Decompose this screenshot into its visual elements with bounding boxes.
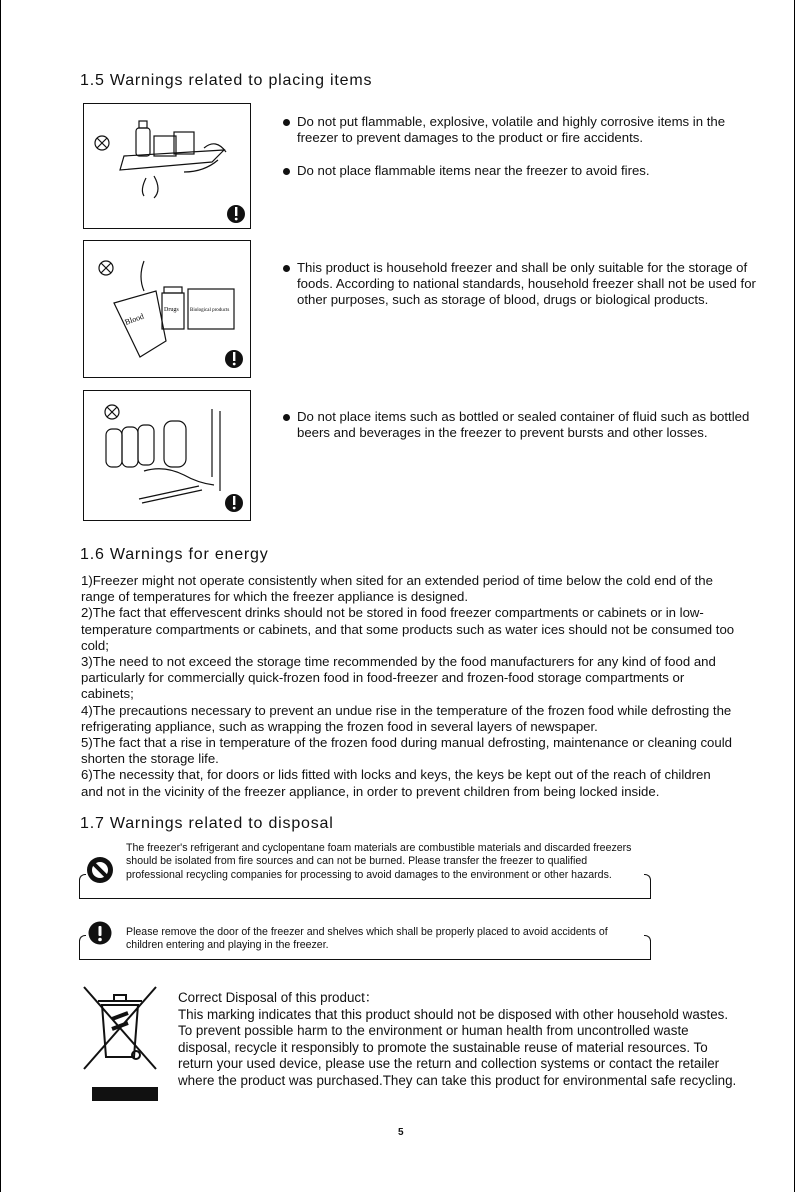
weee-disposal-info — [178, 990, 743, 1090]
bullet-bottled-fluid: Do not place items such as bottled or sealed container of fluid such as bottled beers and beverages in the freezer to prevent bursts and other losses. — [283, 409, 757, 441]
warning-exclamation-icon — [88, 921, 112, 945]
energy-paragraph: 4)The precautions necessary to prevent an undue rise in the temperature of the frozen food while defrosting the refrigerating appliance, such as wrapping the frozen food in several layers of newspaper. — [81, 702, 732, 734]
section-heading-energy: 1.6 Warnings for energy — [80, 546, 269, 563]
illustration-bottled-drinks — [83, 390, 251, 521]
label-drugs: Drugs — [164, 307, 179, 313]
prohibition-icon — [86, 856, 114, 884]
energy-warnings — [81, 573, 736, 800]
energy-paragraph: 6)The necessity that, for doors or lids fitted with locks and keys, the keys be kept out of the reach of children and not in the vicinity of the freezer appliance, in order to prevent children from being locked inside. — [81, 767, 711, 799]
illustration-flammable-items — [83, 103, 251, 229]
illustration-blood-drugs — [83, 240, 251, 378]
bullet-household-use: This product is household freezer and shall be only suitable for the storage of foods. According to national standards, household freezer shall not be used for other purposes, such as storage of blood, drugs or biological products. — [283, 260, 757, 308]
energy-paragraph: 1)Freezer might not operate consistently when sited for an extended period of time below the cold end of the range of temperatures for which the freezer appliance is designed. — [81, 573, 713, 605]
section-heading-disposal: 1.7 Warnings related to disposal — [80, 815, 334, 832]
crossed-out-bin-icon — [80, 983, 162, 1103]
disposal-warning-children: Please remove the door of the freezer and shelves which shall be properly placed to avoid accidents of children entering and playing in the freezer. — [126, 926, 608, 952]
bullet-near-freezer: Do not place flammable items near the freezer to avoid fires. — [283, 163, 757, 179]
energy-paragraph: 3)The need to not exceed the storage time recommended by the food manufacturers for any kind of food and particularly for commercially quick-frozen food in food-freezer and frozen-food storage compartments or cabinets; — [81, 654, 716, 702]
energy-paragraph: 5)The fact that a rise in temperature of the frozen food during manual defrosting, maintenance or cleaning could shorten the storage life. — [81, 735, 732, 767]
bullet-flammable: Do not put flammable, explosive, volatile and highly corrosive items in the freezer to prevent damages to the product or fire accidents. — [283, 114, 757, 146]
energy-paragraph: 2)The fact that effervescent drinks should not be stored in food freezer compartments or cabinets or in low-temperature compartments or cabinets, and that some products such as water ices should not be consumed too cold; — [81, 605, 735, 653]
weee-title: Correct Disposal of this product： — [178, 990, 379, 1005]
label-biological: Biological products — [190, 308, 230, 313]
label-blood: Blood — [123, 311, 146, 327]
page-number: 5 — [398, 1127, 404, 1138]
weee-body: This marking indicates that this product should not be disposed with other household wastes. To prevent possible harm to the environment or human health from uncontrolled waste disposal, recycle it responsibly to promote the sustainable reuse of material resources. To return your used device, please use the return and collection systems or contact the retailer where the product was purchased.They can take this product for environmental safe recycling. — [178, 1006, 737, 1088]
disposal-warning-flammable: The freezer's refrigerant and cyclopentane foam materials are combustible materials and discarded freezers should be isolated from fire sources and can not be burned. Please transfer the freezer to qualified professional recycling companies for processing to avoid damages to the environment or other hazards. — [126, 842, 632, 881]
page-edge-left — [0, 0, 1, 1192]
section-heading-placing: 1.5 Warnings related to placing items — [80, 72, 373, 89]
